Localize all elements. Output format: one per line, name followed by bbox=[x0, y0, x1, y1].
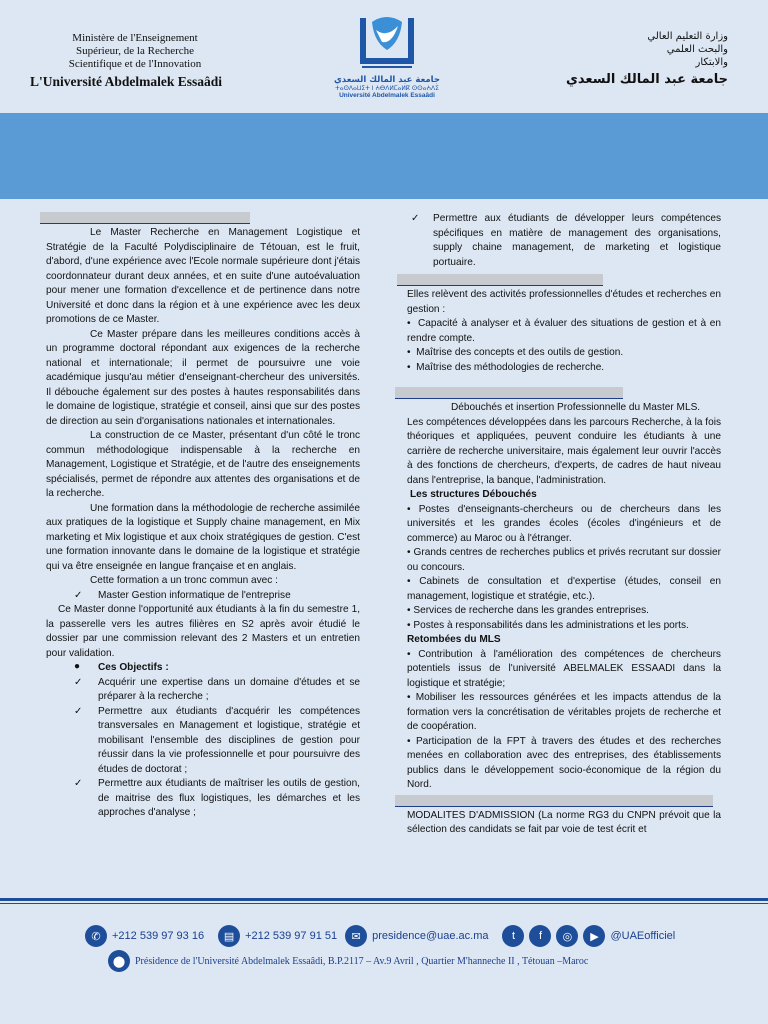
address-text: Présidence de l'Université Abdelmalek Essaâdi, B.P.2117 – Av.9 Avril , Quartier M'hanneche II , Tétouan –Maroc bbox=[135, 955, 589, 967]
formation-paragraph: Une formation dans la méthodologie de recherche assimilée aux pratiques de la logistique et Supply chaine management, en Mix marketing et Mix logistique et aux choix stratégiques de gestion. C'est une formation innovante dans le domaine de la logistique et stratégie qui va être enseignée en langue française et en anglais. bbox=[46, 502, 360, 572]
header-left bbox=[30, 32, 240, 88]
logo-arabic-text: جامعة عبد المالك السعدي bbox=[334, 75, 440, 85]
tronc-commun-item: ✓ Master Gestion informatique de l'entreprise bbox=[46, 589, 360, 604]
tronc-commun-intro: Cette formation a un tronc commun avec : bbox=[90, 575, 278, 586]
structures-title: Les structures Débouchés bbox=[410, 489, 537, 500]
activity-item: • Maîtrise des méthodologies de recherche. bbox=[407, 361, 605, 373]
ministry-line-1: Ministère de l'Enseignement bbox=[72, 32, 198, 44]
email-link[interactable]: presidence@uae.ac.ma bbox=[372, 930, 489, 942]
structure-item: • Postes d'enseignants-chercheurs ou de chercheurs dans les universités et les grandes écoles (écoles d'ingénieurs et de commerce) au Maroc ou à l'étranger. bbox=[407, 503, 721, 544]
bullet-icon: ● bbox=[74, 661, 81, 672]
youtube-icon[interactable]: ▶ bbox=[583, 925, 605, 947]
ministry-line-3: Scientifique et de l'Innovation bbox=[68, 58, 202, 70]
retombee-item: • Participation de la FPT à travers des études et des recherches menées en collaboration avec des entreprises, des établissements publics dans le développement socio-économique de la région du Nord. bbox=[407, 735, 721, 790]
objective-item: ✓ Permettre aux étudiants de maîtriser les outils de gestion, de maitrise des flux logistiques, les démarches et les approches d'analyse ; bbox=[74, 778, 360, 818]
section-bar bbox=[40, 212, 250, 224]
ministry-ar-line-1: وزارة التعليم العالي bbox=[647, 31, 728, 42]
structure-item: • Grands centres de recherches publics et privés recrutant sur dossier ou concours. bbox=[407, 547, 721, 573]
footer-divider-thin bbox=[0, 903, 768, 904]
check-icon: ✓ bbox=[411, 213, 420, 224]
admission-paragraph: MODALITES D'ADMISSION (La norme RG3 du CNPN prévoit que la sélection des candidats se fait par voie de test écrit et bbox=[407, 809, 721, 835]
structure-item: • Services de recherche dans les grandes entreprises. bbox=[407, 605, 649, 616]
footer-divider bbox=[0, 898, 768, 901]
instagram-icon[interactable]: ◎ bbox=[556, 925, 578, 947]
activity-item: • Maîtrise des concepts et des outils de gestion. bbox=[407, 347, 624, 358]
activities-intro: Elles relèvent des activités professionnelles d'études et recherches en gestion : bbox=[407, 289, 721, 315]
retombee-item: • Mobiliser les ressources générées et les impacts attendus de la formation vers la concrétisation de véritables projets de recherche et de coopération. bbox=[407, 692, 721, 732]
ministry-ar-line-2: والبحث العلمي bbox=[666, 44, 728, 55]
facebook-icon[interactable]: f bbox=[529, 925, 551, 947]
fax-icon: ▤ bbox=[218, 925, 240, 947]
header-right bbox=[558, 30, 728, 86]
objective-item: ✓ Permettre aux étudiants de développer leurs compétences spécifiques en matière de management des organisations, supply chaine management, de marketing et logistique portuaire. bbox=[411, 213, 721, 268]
logo-emblem-icon bbox=[352, 12, 422, 70]
location-icon: ⬤ bbox=[108, 950, 130, 972]
ministry-line-2: Supérieur, de la Recherche bbox=[75, 45, 195, 57]
social-handle[interactable]: @UAEofficiel bbox=[610, 930, 676, 942]
debouches-title: Débouchés et insertion Professionnelle du Master MLS. bbox=[451, 402, 701, 413]
right-column bbox=[407, 212, 721, 838]
university-name-fr: L'Université Abdelmalek Essaâdi bbox=[30, 74, 223, 89]
phone-number[interactable]: +212 539 97 93 16 bbox=[112, 930, 205, 942]
fax-number[interactable]: +212 539 97 91 51 bbox=[245, 930, 338, 942]
ministry-ar-line-3: والابتكار bbox=[695, 57, 728, 68]
university-logo bbox=[332, 12, 442, 99]
section-bar bbox=[397, 274, 603, 286]
structure-item: • Cabinets de consultation et d'expertise (études, conseil en management, logistique et stratégie, etc.). bbox=[407, 576, 721, 602]
footer-address bbox=[108, 950, 588, 972]
check-icon: ✓ bbox=[74, 589, 83, 601]
structure-item: • Postes à responsabilités dans les administrations et les ports. bbox=[407, 619, 689, 631]
phone-icon: ✆ bbox=[85, 925, 107, 947]
mail-icon: ✉ bbox=[345, 925, 367, 947]
check-icon: ✓ bbox=[74, 676, 83, 688]
logo-tifinagh-text: ⵜⴰⵙⴷⴰⵡⵉⵜ ⵏ ⵄⴱⴷⵍⵎⴰⵍⴽ ⵙⵙⴰⵄⴷⵉ bbox=[335, 85, 439, 92]
construction-paragraph: La construction de ce Master, présentant d'un côté le tronc commun méthodologique indispensable à la recherche en Management, Logistique et Stratégie, et de l'autre des enseignements spécialisés, permet de répondre aux attentes des organisations et de la recherche. bbox=[46, 430, 360, 499]
header-band bbox=[0, 113, 768, 199]
twitter-icon[interactable]: t bbox=[502, 925, 524, 947]
activity-item: • Capacité à analyser et à évaluer des situations de gestion et à en rendre compte. bbox=[407, 318, 721, 344]
preparation-paragraph: Ce Master prépare dans les meilleures conditions accès à un programme doctoral répondant aux exigences de la recherche national et internationale; il permet de poursuivre une voie académique jusqu'au métier d'enseignant-chercheur des universités. Il débouche également sur des postes à hautes responsabilités dans le domaine de logistique, stratégie et conseil, ainsi que sur des postes de direction au sein d'organisations nationales et internationales. bbox=[46, 328, 360, 427]
retombee-item: • Contribution à l'amélioration des compétences de chercheurs potentiels issus de l'université ABELMALEK ESSAADI dans la logistique et stratégie; bbox=[407, 648, 721, 689]
objective-item: ✓ Acquérir une expertise dans un domaine d'études et se préparer à la recherche ; bbox=[74, 676, 360, 702]
retombees-title: Retombées du MLS bbox=[407, 634, 501, 645]
footer-contacts bbox=[85, 925, 675, 947]
university-name-ar: جامعة عبد المالك السعدي bbox=[565, 72, 728, 87]
objective-item: ✓ Permettre aux étudiants d'acquérir les compétences transversales en Management et logistique, stratégie et mobilisant l'ensemble des disciplines de gestion pour réussir dans la vie professionnelle et pour poursuivre des études de doctorat ; bbox=[74, 705, 360, 775]
passerelle-paragraph: Ce Master donne l'opportunité aux étudiants à la fin du semestre 1, la passerelle vers les autres filières en S2 après avoir étudié le dossier par une commission relevant des 2 Masters et un entretien pour validation. bbox=[46, 604, 360, 659]
check-icon: ✓ bbox=[74, 778, 83, 789]
left-column bbox=[46, 212, 360, 821]
intro-paragraph: Le Master Recherche en Management Logistique et Stratégie de la Faculté Polydisciplinaire de Tétouan, est le fruit, d'abord, d'une expérience avec l'Ecole normale supérieure dont j'étais coordonnateur durant deux années, et en suite d'une autoévaluation pour mener une formation d'excellence et de pertinence dans notre Université et donc dans la région et à une expérience avec les deux promotions de ce Master. bbox=[46, 227, 360, 325]
section-bar bbox=[395, 387, 623, 399]
check-icon: ✓ bbox=[74, 705, 83, 717]
logo-french-text: Université Abdelmalek Essaâdi bbox=[339, 92, 435, 99]
debouches-paragraph: Les compétences développées dans les parcours Recherche, à la fois théoriques et appliquées, peuvent conduire les étudiants à une carrière de recherche universitaire, mais également leur ouvrir l'accès à des fonctions de chercheurs, d'experts, de cadres de haut niveau dans l'entreprise, la banque, l'administration. bbox=[407, 416, 721, 486]
section-bar bbox=[395, 795, 713, 807]
objectives-title: ● Ces Objectifs : bbox=[74, 661, 169, 673]
